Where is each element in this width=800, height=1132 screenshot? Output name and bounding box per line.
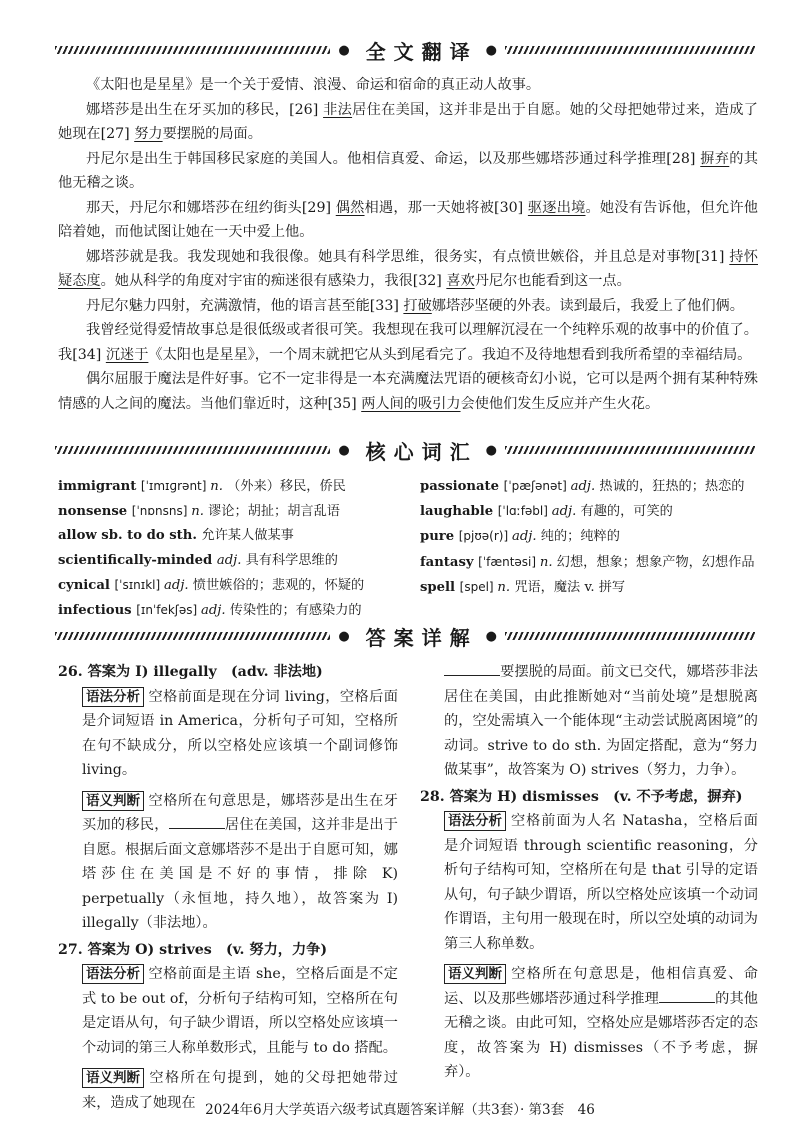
answers-left-column bbox=[58, 660, 398, 1115]
section-banner-vocab bbox=[55, 436, 755, 464]
analysis-block: 语法分析 空格前面是主语 she，空格后面是不定式 to be out of，分析句子结构可知，空格所在句是定语从句，句子缺少谓语，所以空格处应该填一个动词的第三人称单数形式，且能与 to do 搭配。 bbox=[82, 966, 398, 1056]
paragraph: 《太阳也是星星》是一个关于爱情、浪漫、命运和宿命的真正动人故事。 bbox=[86, 77, 541, 93]
vocab-pos: n. bbox=[497, 579, 515, 595]
analysis-block: 语义判断 空格所在句意思是，娜塔莎是出生在牙买加的移民， 居住在美国，这并非是出于自愿。根据后面文意娜塔莎不是出于自愿可知，娜塔莎住在美国是不好的事情，排除 K) perpetually（永恒地，持久地），故答案为 I) illegally（非法地）。 bbox=[82, 792, 398, 931]
vocab-entry bbox=[420, 524, 755, 549]
vocab-pos: n. bbox=[539, 554, 557, 570]
paragraph: 丹尼尔是出生于韩国移民家庭的美国人。他相信真爱、命运，以及那些娜塔莎通过科学推理[28] 摒弃的其他无稽之谈。 bbox=[58, 150, 758, 191]
semantic-tag: 语义判断 bbox=[82, 791, 144, 811]
vocab-phonetic: [ˈnɒnsns] bbox=[131, 504, 192, 519]
analysis-block: 语义判断 空格所在句提到，她的父母把她带过来，造成了她现在 bbox=[82, 1070, 398, 1111]
vocab-pos: n. bbox=[191, 504, 209, 520]
vocab-entry bbox=[58, 598, 364, 623]
vocab-definition: 谬论；胡扯；胡言乱语 bbox=[208, 504, 340, 520]
bullet-icon: ● bbox=[485, 442, 497, 458]
vocab-word: scientifically-minded bbox=[58, 552, 217, 568]
vocab-entry bbox=[420, 550, 755, 575]
vocab-word: immigrant bbox=[58, 479, 141, 494]
vocab-entry bbox=[58, 549, 364, 573]
paragraph: 娜塔莎就是我。我发现她和我很像。她具有科学思维，很务实，有点愤世嫉俗，并且总是对事物[31] 持怀疑态度。她从科学的角度对宇宙的痴迷很有感染力，我很[32] 喜欢丹尼尔也能看到这一点。 bbox=[58, 248, 758, 289]
vocab-phonetic: [ˈsɪnɪkl] bbox=[114, 577, 165, 592]
grammar-tag: 语法分析 bbox=[444, 811, 506, 831]
bullet-icon: ● bbox=[338, 442, 350, 458]
blank-line bbox=[169, 814, 225, 829]
grammar-tag: 语法分析 bbox=[82, 964, 144, 984]
vocab-phonetic: [ˈɪmɪɡrənt] bbox=[140, 479, 211, 493]
vocab-word: infectious bbox=[58, 603, 137, 619]
vocab-entry bbox=[58, 474, 364, 499]
bullet-icon: ● bbox=[485, 628, 497, 644]
section-banner-translation bbox=[55, 36, 755, 64]
vocab-pos: adj. bbox=[551, 504, 581, 520]
vocab-pos: adj. bbox=[511, 529, 541, 545]
answer-heading: 28. 答案为 H) dismisses (v. 不予考虑，摒弃) bbox=[420, 788, 743, 805]
bullet-icon: ● bbox=[338, 42, 350, 58]
semantic-tag: 语义判断 bbox=[444, 964, 506, 984]
analysis-block: 语法分析 空格前面是现在分词 living，空格后面是介词短语 in America，分析句子可知，空格所在句不缺成分，所以空格处应该填一个副词修饰 living。 bbox=[82, 688, 398, 778]
vocab-entry bbox=[420, 575, 755, 600]
vocab-phonetic: [ˈlɑːfəbl] bbox=[497, 504, 552, 519]
vocab-word: nonsense bbox=[58, 504, 132, 520]
vocab-definition: 愤世嫉俗的；悲观的，怀疑的 bbox=[192, 577, 365, 593]
vocab-definition: （外来）移民，侨民 bbox=[227, 479, 346, 494]
vocab-entry bbox=[420, 499, 755, 524]
vocab-pos: n. bbox=[210, 479, 228, 494]
hatch-divider bbox=[505, 46, 755, 54]
vocab-list-right bbox=[420, 474, 755, 600]
vocab-definition: 允许某人做某事 bbox=[201, 528, 294, 544]
vocab-pos: adj. bbox=[164, 577, 193, 593]
vocab-entry bbox=[58, 499, 364, 524]
vocab-definition: 热诚的，狂热的；热恋的 bbox=[599, 479, 745, 494]
paragraph: 那天，丹尼尔和娜塔莎在纽约街头[29] 偶然相遇，那一天她将被[30] 驱逐出境。她没有告诉他，但允许他陪着她，而他试图让她在一天中爱上他。 bbox=[58, 199, 758, 240]
blank-line bbox=[444, 661, 500, 676]
vocab-entry bbox=[58, 573, 364, 598]
answers-right-column bbox=[420, 660, 758, 1085]
vocab-phonetic: [pjʊə(r)] bbox=[458, 529, 512, 544]
hatch-divider bbox=[55, 446, 330, 454]
vocab-pos: adj. bbox=[200, 603, 230, 619]
vocab-entry bbox=[420, 474, 755, 499]
vocab-word: pure bbox=[420, 529, 459, 545]
vocab-entry bbox=[58, 524, 364, 548]
analysis-block: 语法分析 空格前面为人名 Natasha，空格后面是介词短语 through scientific reasoning，分析句子结构可知，空格所在句是 that 引导的定语从句，句子缺少谓语，所以空格处应该填一个动词作谓语，主句用一般现在时，所以空处填的动词为第三人称单数。 bbox=[444, 813, 758, 952]
bullet-icon: ● bbox=[338, 628, 350, 644]
paragraph: 偶尔屈服于魔法是件好事。它不一定非得是一本充满魔法咒语的硬核奇幻小说，它可以是两个拥有某种特殊情感的人之间的魔法。当他们靠近时，这种[35] 两人间的吸引力会使他们发生反应并产生火花。 bbox=[58, 371, 758, 412]
vocab-pos: adj. bbox=[570, 479, 600, 494]
blank-line bbox=[659, 988, 715, 1003]
grammar-tag: 语法分析 bbox=[82, 687, 144, 707]
analysis-block: 语义判断 空格所在句意思是，他相信真爱、命运、以及那些娜塔莎通过科学推理 的其他无稽之谈。由此可知，空格处应是娜塔莎否定的态度，故答案为 H) dismisses（不予考虑，摒弃）。 bbox=[444, 966, 758, 1080]
vocab-word: cynical bbox=[58, 577, 115, 593]
section-banner-answers bbox=[55, 622, 755, 650]
section-title: 全文翻译 bbox=[365, 39, 478, 64]
vocab-definition: 咒语，魔法 v. 拼写 bbox=[514, 579, 626, 595]
vocab-definition: 幻想，想象；想象产物，幻想作品 bbox=[556, 554, 755, 570]
section-title: 答案详解 bbox=[365, 625, 478, 650]
vocab-pos: adj. bbox=[216, 552, 246, 568]
answer-heading: 26. 答案为 I) illegally (adv. 非法地) bbox=[58, 664, 323, 680]
paragraph: 我曾经觉得爱情故事总是很低级或者很可笑。我想现在我可以理解沉浸在一个纯粹乐观的故事中的价值了。我[34] 沉迷于《太阳也是星星》，一个周末就把它从头到尾看完了。我迫不及待地想看到我所希望的幸福结局。 bbox=[58, 322, 758, 363]
vocab-definition: 传染性的；有感染力的 bbox=[229, 603, 362, 619]
hatch-divider bbox=[55, 46, 330, 54]
hatch-divider bbox=[55, 632, 330, 640]
vocab-definition: 纯的；纯粹的 bbox=[540, 529, 620, 545]
hatch-divider bbox=[505, 446, 755, 454]
translation-text bbox=[58, 73, 758, 416]
vocab-definition: 有趣的，可笑的 bbox=[580, 504, 673, 520]
paragraph: 娜塔莎是出生在牙买加的移民，[26] 非法居住在美国，这并非是出于自愿。她的父母把她带过来，造成了她现在[27] 努力要摆脱的局面。 bbox=[58, 101, 758, 142]
vocab-word: passionate bbox=[420, 479, 504, 494]
hatch-divider bbox=[505, 632, 755, 640]
vocab-definition: 具有科学思维的 bbox=[245, 552, 338, 568]
vocab-word: allow sb. to do sth. bbox=[58, 528, 202, 544]
vocab-word: fantasy bbox=[420, 554, 479, 570]
vocab-phonetic: [ɪnˈfekʃəs] bbox=[136, 603, 201, 618]
vocab-list-left bbox=[58, 474, 364, 623]
semantic-tag: 语义判断 bbox=[82, 1068, 144, 1088]
analysis-block: 要摆脱的局面。前文已交代，娜塔莎非法居住在美国，由此推断她对“当前处境”是想脱离的，空处需填入一个能体现“主动尝试脱离困境”的动词。strive to do sth. 为固定搭配，意为“努力做某事”，故答案为 O) strives（努力，力争）。 bbox=[420, 660, 758, 783]
paragraph: 丹尼尔魅力四射，充满激情，他的语言甚至能[33] 打破娜塔莎坚硬的外表。读到最后，我爱上了他们俩。 bbox=[86, 297, 744, 314]
answer-heading: 27. 答案为 O) strives (v. 努力，力争) bbox=[58, 941, 328, 958]
vocab-phonetic: [ˈfæntəsi] bbox=[478, 554, 540, 569]
vocab-phonetic: [ˈpæʃənət] bbox=[503, 479, 571, 493]
bullet-icon: ● bbox=[485, 42, 497, 58]
vocab-phonetic: [spel] bbox=[459, 579, 498, 594]
page-footer: 2024年6月大学英语六级考试真题答案详解（共3套）· 第3套 46 bbox=[205, 1102, 595, 1118]
section-title: 核心词汇 bbox=[365, 439, 478, 464]
vocab-word: spell bbox=[420, 579, 460, 595]
vocab-word: laughable bbox=[420, 504, 498, 520]
